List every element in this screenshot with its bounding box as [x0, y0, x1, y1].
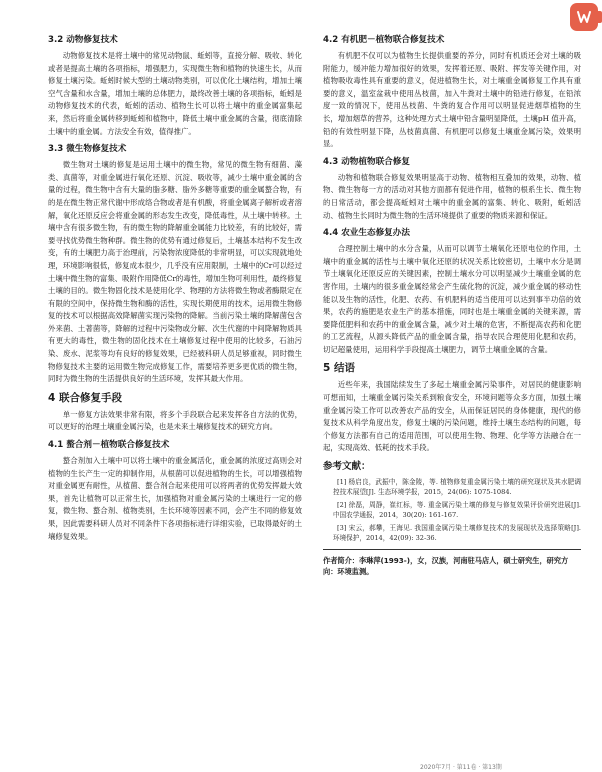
- section-4-1-paragraph: 螯合剂加入土壤中可以将土壤中的重金属活化，重金属的浓度过高则会对植物的生长产生一定的抑制作用，从根菌可以促进植物的生长，可以增强植物对重金属更有耐性，从植菌、螯合剂合起来使用可以将两者的优势发挥最大效果，首先让植物可以正常生长，加强植物对重金属污染的土壤进行一定的修复，微生物、螯合剂、植物类别，生长环境等因素不同，会产生不同的修复效果，因此需要科研人员对不同条件下各项指标进行详细实验，已取得最好的土壤修复效果。: [48, 456, 302, 541]
- conclusion-paragraph: 近些年来，我国陆续发生了多起土壤重金属污染事件，对居民的健康影响可想而知，土壤重金属污染关系到粮食安全，环境问题等众多方面，加强土壤重金属污染工作可以改善农产品的安全，从而保证居民的身体健康，现代的修复技术从科学角度出发，修复土壤的污染问题，维持土壤生态结构的问题，每个修复方法都有自己的适用范围，可以使用生物、物理、化学等方法融合在一起，实现高效、低耗的技术手段。: [323, 380, 581, 453]
- section-4-2-paragraph: 有机肥不仅可以为植物生长提供重要的养分，同时有机质还会对土壤的吸附能力，缓冲能力增加很好的效果，发挥着还原、吸附、挥发等关键作用，对植物吸收毒性具有重要的意义，促进植物生长，对土壤重金属修复工作具有重要的意义，温室盆栽中使用丛枝菌，加入牛粪对土壤中的铅进行修复，在铅浓度一致的情况下，使用丛枝菌、牛粪的复合作用可以明显促进烟草植物的生长，增加烟草的营养，这种处理方式土壤中铅含量明显降低，土壤pH 值升高，铅的有效性明显下降，丛枝菌真菌、有机肥可以修复土壤重金属污染，效果明显。: [323, 51, 581, 149]
- reference-item: [1] 杨启良，武振中，陈金陵，等. 植物修复重金属污染土壤的研究现状及其水肥调控技术展望[J]. 生态环境学报，2015，24(06): 1075-1084.: [333, 478, 581, 497]
- author-bio: [323, 549, 581, 577]
- section-3-2-paragraph: 动物修复技术是将土壤中的常见动物鼠、蚯蚓等，直接分解、吸收、转化或者是提高土壤的各项指标，增强肥力，实现微生物和植物的快速生长，从而修复土壤污染。蚯蚓时候大型的土壤动物类别，可以优化土壤结构，增加土壤空气含量和水含量，增加土壤的总体肥力，最终改善土壤的各项指标，蚯蚓是动物修复技术的代表，蚯蚓的活动、植物生长可以将土壤中的重金属富集起来，然后将重金属转移到蚯蚓和植物中，降低土壤中重金属的含量，彻底清除土壤中的重金属。方法安全有效，值得推广。: [48, 51, 302, 136]
- section-4-4-title: 4.4 农业生态修复办法: [323, 228, 410, 239]
- author-bio-text: 李琳萍(1993-)，女，汉族，河南驻马店人，硕士研究生，研究方向：环境监测。: [323, 556, 569, 577]
- section-3-3-title: 3.3 微生物修复技术: [48, 144, 127, 155]
- reference-item: [2] 徐磊，周静，崔红标，等. 重金属污染土壤的修复与修复效果评价研究进展[J]. 中国农学通报，2014，30(20): 161-167.: [333, 500, 581, 520]
- section-4-1-title: 4.1 螯合剂－植物联合修复技术: [48, 440, 170, 451]
- w-letter-icon: [575, 8, 593, 26]
- section-4-paragraph: 单一修复方法效果非常有限，将多个手段联合起来发挥各自方法的优势，可以更好的治理土壤重金属污染，也是未来土壤修复技术的研究方向。: [48, 409, 302, 432]
- author-bio-label: 作者简介：: [323, 556, 359, 566]
- right-column: [323, 34, 581, 577]
- corner-badge[interactable]: [556, 0, 602, 40]
- section-4-2-title: 4.2 有机肥－植物联合修复技术: [323, 35, 445, 45]
- page-footer: 2020年7月 · 第11卷 · 第13期: [420, 764, 502, 771]
- section-4-3-paragraph: 动物和植物联合修复效果明显高于动物、植物相互叠加的效果，动物、植物、微生物每一方的活动对其他方面都有促进作用，植物的根系生长、微生物的日常活动，都会提高蚯蚓对土壤中的重金属的富集、转化、吸附，蚯蚓活动、植物生长同时为微生物的生活环境提供了重要的物质来源和保证。: [323, 172, 581, 220]
- references-title: 参考文献：: [323, 461, 371, 473]
- w-badge-icon[interactable]: [570, 3, 598, 31]
- section-5-title: 5 结语: [323, 362, 355, 375]
- reference-item: [3] 宋云，郝攀，王海见. 我国重金属污染土壤修复技术的发展现状及选择策略[J]. 环境保护，2014，42(09): 32-36.: [333, 523, 581, 543]
- section-3-3-paragraph: 微生物对土壤的修复是运用土壤中的微生物，常见的微生物有细菌、藻类、真菌等，对重金属进行氧化还原、沉淀、吸收等，减少土壤中重金属的含量的过程，微生物中含有大量的脂多糖、脂外多糖等重要的重金属螯合物，有的是在微生物正常代谢中形成络合物或者是有机酸，将重金属离子解析或者溶解，氧化还原反应会将重金属的形态发生改变，降低毒性，从土壤中转移。土壤中含有很多微生物，有的微生物的降解重金属能力比较差，有的比较好，需要寻找优势微生物种群。微生物的优势有通过修复后，土壤基本结构不发生改变，有的土壤肥力高于治理前，污染物浓度降低的非常明显，可以实现就地处理，环境影响很低，修复成本很少，几乎没有应用限制，土壤中的Cr可以经过土壤中微生物的富集、吸附作用降低Cr的毒性，增加生物可利用性，最终修复土壤的目的。微生物固化技术是使用化学、物理的方法将微生物或者酶限定在有限的空间中，保持微生物和酶的活性，实现长期使用的技术，运用微生物修复的技术可以根据高效降解菌实现污染物的降解。当前污染土壤的降解菌包含外来菌、土著菌等，降解的过程中污染物或分解、次生代谢的中间降解物质具有更大的毒性，微生物的固化技术在土壤修复过程中使用的比较多，石油污染、废水、泥浆等均有良好的修复效果，已经被科研人员足够重视，同时微生物修复技术主要的运用微生物完成修复工作，需要培养更多更优质的微生物，同时为微生物的生活提供良好的生活环境，发挥其最大作用。: [48, 160, 302, 384]
- section-4-title: 4 联合修复手段: [48, 391, 122, 404]
- section-3-2-title: 3.2 动物修复技术: [48, 35, 118, 45]
- section-4-4-paragraph: 合理控制土壤中的水分含量，从而可以调节土壤氧化还原电位的作用，土壤中的重金属的活性与土壤中氧化还原的状况关系比较密切，土壤中水分是调节土壤氧化还原反应的关键因素，控制土壤水分可以明显减少土壤重金属的危害作用，土壤内的很多重金属经常会产生硫化物的沉淀，减少重金属的移动性能以及生物的活性，化肥、农药、有机肥料的适当使用可以达到事半功倍的效果，农药的施肥是农业生产的基本措施，同时也是土壤重金属的关键来源，需要降低肥料和农药中的重金属含量，减少对土壤的危害，不断提高农药和化肥的工艺流程，从源头降低产品的重金属含量，指导农民合理使用化肥和农药，切记超量使用，运用科学手段提高土壤肥力，调节土壤重金属的含量。: [323, 244, 581, 354]
- left-column: [48, 34, 302, 548]
- section-4-3-title: 4.3 动物植物联合修复: [323, 156, 410, 167]
